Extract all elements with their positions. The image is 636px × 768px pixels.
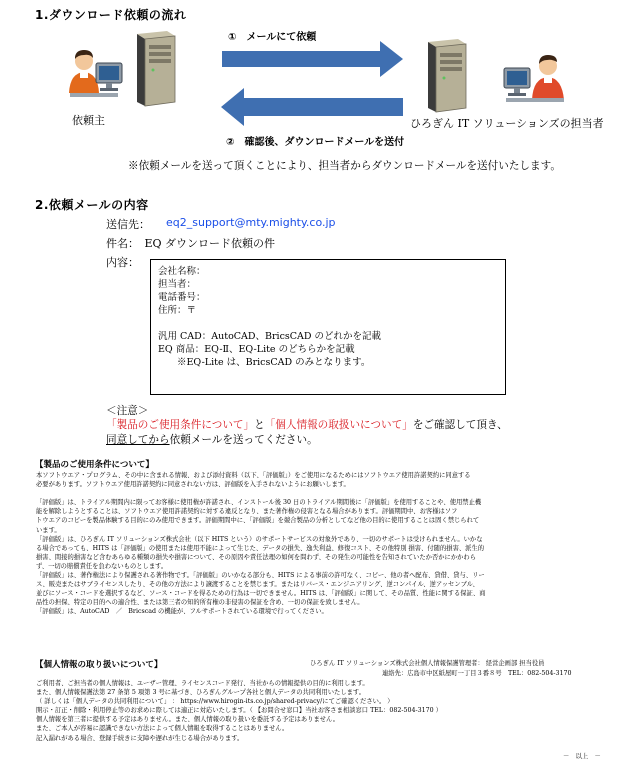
caution-title: ＜注意＞ bbox=[106, 405, 149, 417]
privacy-lines-line: 個人情報を第三者に提供する予定はありません。また、個人情報の取り扱いを委託する予定はありません。 bbox=[36, 716, 340, 724]
terms-lines-line: 「評価版」は、著作権法により保護される著作物です。「評価版」のいかなる部分も、HITS による事前の許可なく、コピー、他の者へ配布、貸借、貸与、リー bbox=[36, 572, 485, 580]
terms-lines-line: 能を解除しようとすることは、ソフトウエア使用許諾契約に対する違反となり、また著作権の侵害となる場合があります。評価期間中、お客様はソフ bbox=[36, 508, 458, 516]
privacy-lines-line: （ 詳しくは「個人データの共同利用について」 ： https://www.hirogin-its.co.jp/shared-privacy/にてご確認ください。 ） bbox=[36, 698, 394, 706]
server-icon-right bbox=[418, 38, 470, 114]
terms-lines-line: トウエアのコピーを製品体験する目的にのみ使用できます。評価期間中に、「評価版」を競合製品の分析としてなど他の目的に使用することは固く禁じられて bbox=[36, 517, 480, 525]
caution-agree: 同意してから bbox=[106, 434, 170, 446]
email-body-lines bbox=[158, 265, 381, 369]
privacy-lines-line: また、個人情報保護法第 27 条第 5 項第 3 号に基づき、ひろぎんグループ各社と個人データの共同利用いたします。 bbox=[36, 689, 366, 697]
section2-title: 2.依頼メールの内容 bbox=[35, 198, 149, 212]
privacy-text bbox=[36, 679, 442, 743]
privacy-title: 【個人情報の取り扱いについて】 bbox=[35, 660, 163, 670]
section2-body_lines-line: EQ 商品：EQ-Ⅱ、EQ-Lite のどちらかを記載 bbox=[158, 344, 355, 355]
terms-lines-line: 損害、間接的損害など含むあらゆる種類の損失や損害について、その原因や責任法理の如何を問わず、その発生の可能性を告知されていたか否かにかかわら bbox=[36, 553, 477, 561]
section2-body_lines-line: 汎用 CAD：AutoCAD、BricsCAD のどれかを記載 bbox=[158, 331, 382, 342]
terms-lines-line: ず、一切の賠償責任を負わないものとします。 bbox=[36, 562, 168, 570]
caution-and: と bbox=[254, 419, 265, 431]
support-email[interactable]: eq2_support@mty.mighty.co.jp bbox=[166, 216, 336, 229]
section2-body_lines-line: ※EQ-Lite は、BricsCAD のみとなります。 bbox=[158, 357, 371, 368]
step2-label: ② 確認後、ダウンロードメールを送付 bbox=[226, 137, 405, 148]
terms-lines-line: います。 bbox=[36, 526, 61, 534]
section1-title: 1.ダウンロード依頼の流れ bbox=[35, 8, 187, 22]
caution-send: 依頼メールを送ってください。 bbox=[169, 434, 318, 446]
section2-body_lines-line bbox=[158, 317, 381, 330]
arrow-right-icon bbox=[222, 40, 404, 78]
to-label: 送信先： bbox=[106, 218, 150, 231]
caution-end: をご確認して頂き、 bbox=[412, 419, 508, 431]
server-icon bbox=[127, 30, 177, 108]
privacy-manager: ひろぎん IT ソリューションズ株式会社個人情報保護管理者： 経営企画部 担当役員 bbox=[310, 660, 545, 667]
privacy-link[interactable]: 「個人情報の取扱いについて」 bbox=[264, 419, 413, 431]
terms-lines-line bbox=[36, 489, 485, 498]
section2-body_lines-line: 担当者： bbox=[158, 279, 197, 290]
terms-link[interactable]: 「製品のご使用条件について」 bbox=[106, 419, 255, 431]
terms-lines-line: 「評価版」は、ひろぎん IT ソリューションズ株式会社（以下 HITS という）のサポートサービスの対象外であり、一切のサポートは受けられません。いかな bbox=[36, 535, 483, 543]
terms-lines-line: ス、販売またはサブライセンスしたり、その他の方法により譲渡することを禁じます。またはリバース・エンジニアリング、逆コンパイル、逆アッセンブル、 bbox=[36, 581, 479, 589]
terms-lines-line: る場合であっても、HITS は「評価版」の使用または使用不能によって生じた、データの損失、逸失利益、修復コスト、その他特別 損害、付随的損害、派生的 bbox=[36, 544, 485, 552]
requester-label: 依頼主 bbox=[72, 114, 105, 127]
section2-body_lines-line: 電話番号： bbox=[158, 292, 206, 303]
terms-lines-line: 品性の担保、特定の目的への適合性、または第三者の知的所有権の非侵害の保証を含め、一切の保証を致しません。 bbox=[36, 599, 364, 607]
arrow-left-icon bbox=[220, 87, 404, 127]
caution-line-1 bbox=[106, 417, 508, 432]
terms-text bbox=[36, 471, 485, 617]
flow-note: ※依頼メールを送って頂くことにより、担当者からダウンロードメールを送付いたします。 bbox=[128, 160, 561, 172]
person-at-computer-icon bbox=[66, 45, 126, 103]
terms-lines-line: 「評価版」は、AutoCAD ／ Bricscad の機能が、フルサポートされている環境で行ってください。 bbox=[36, 608, 328, 616]
section2-body_lines-line: 会社名称： bbox=[158, 266, 206, 277]
terms-lines-line: 「評価版」は、トライアル期間内に限ってお客様に使用権が許諾され、インストール後 30 日のトライアル期間後に「評価版」を使用することや、使用禁止機 bbox=[36, 499, 482, 507]
staff-label: ひろぎん IT ソリューションズの担当者 bbox=[410, 117, 604, 130]
privacy-lines-line: 開示・訂正・削除・利用停止等のお求めに際しては適正に対応いたします。（ 【お問合せ窓口】当社お客さま相談窓口 TEL：082-504-3170 ） bbox=[36, 707, 442, 715]
caution-line-2 bbox=[106, 432, 318, 447]
terms-title: 【製品のご使用条件について】 bbox=[35, 460, 154, 470]
email-body-template bbox=[150, 259, 506, 395]
end-mark: － 以上 － bbox=[563, 753, 601, 760]
terms-lines-line: 必要があります。ソフトウエア使用許諾契約に同意されない方は、評価版を入手されないようにお願いします。 bbox=[36, 481, 350, 489]
body-label: 内容： bbox=[106, 256, 139, 269]
privacy-lines-line: また、ご本人が容易に認識できない方法によって個人情報を取得することはありません。 bbox=[36, 725, 289, 733]
terms-lines-line: 並びにソース・コードを選択するなど、ソース・コードを得るための行為は一切できません。HITS は、「評価版」に関して、その品質、性能に関する保証、商 bbox=[36, 590, 486, 598]
subject-line: 件名： EQ ダウンロード依頼の件 bbox=[106, 237, 276, 250]
staff-at-computer-icon bbox=[502, 50, 568, 108]
section2-body_lines-line: 住所：〒 bbox=[158, 305, 197, 316]
privacy-lines-line: ご利用者、ご担当者の個人情報は、ユーザー管理、ライセンスコード発行、当社からの情報提供の目的に利用します。 bbox=[36, 680, 369, 687]
step1-label: ① メールにて依頼 bbox=[228, 32, 317, 43]
terms-lines-line: 本ソフトウエア・プログラム、その中に含まれる情報、および添付資料（以下、「評価版」）をご使用になるためにはソフトウエア使用許諾契約に同意する bbox=[36, 472, 471, 479]
privacy-lines-line: 記入漏れがある場合、登録手続きに支障や遅れが生じる場合があります。 bbox=[36, 734, 244, 742]
privacy-contact: 連絡先：広島市中区紙屋町一丁目３番８号 TEL：082-504-3170 bbox=[382, 670, 572, 677]
